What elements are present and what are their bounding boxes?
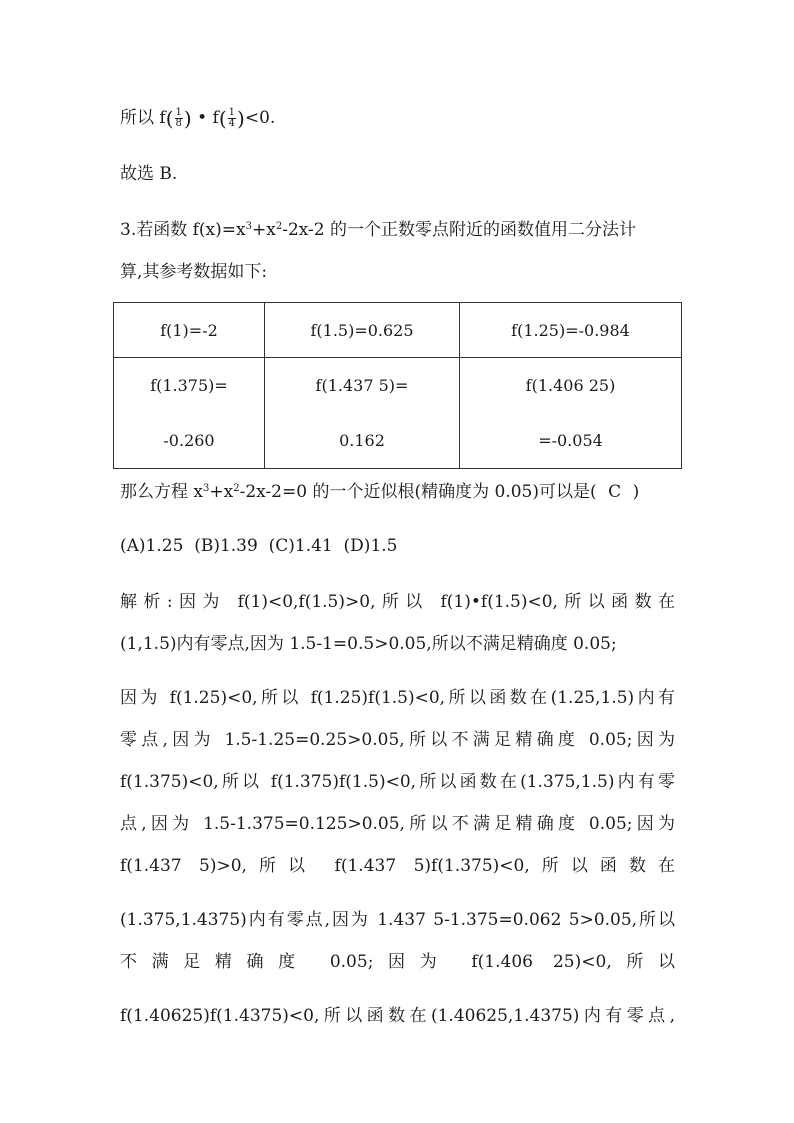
solution-line: 不满足精确度 0.05;因为 f(1.406 25)<0,所以 (120, 952, 675, 972)
solution-line: f(1.40625)f(1.4375)<0,所以函数在(1.40625,1.4375)内有零点, (120, 1006, 675, 1026)
exponent: 2 (275, 221, 283, 232)
cell-line: f(1.375)= (150, 376, 228, 395)
func-f: f (159, 108, 166, 128)
table-cell: f(1)=-2 (114, 303, 265, 358)
table-cell (265, 358, 460, 469)
cell-line: f(1.406 25) (525, 376, 616, 395)
numerator: 1 (228, 107, 236, 118)
text-prefix: 所以 (120, 108, 154, 128)
solution-line: 点,因为 1.5-1.375=0.125>0.05,所以不满足精确度 0.05;因为 (120, 814, 675, 834)
numerator: 1 (175, 107, 182, 118)
func-f: f (212, 108, 219, 128)
paren: ) (237, 106, 245, 131)
fraction-one-eighth (175, 108, 183, 129)
cell-line: f(1.437 5)= (315, 376, 409, 395)
paren: ) (183, 106, 192, 131)
exponent: 3 (203, 483, 210, 494)
solution-line: (1,1.5)内有零点,因为 1.5-1=0.5>0.05,所以不满足精确度 0.05; (120, 634, 617, 654)
question-text: -2x-2 的一个正数零点附近的函数值用二分法计 (282, 220, 637, 240)
table-cell (460, 358, 682, 469)
table-cell: f(1.25)=-0.984 (460, 303, 682, 358)
question-text: 3.若函数 f(x)=x (120, 220, 246, 240)
solution-line: 解析:因为 f(1)<0,f(1.5)>0,所以 f(1)•f(1.5)<0,所以函数在 (120, 592, 675, 612)
conclusion-line (120, 106, 275, 131)
prompt-text: -2x-2=0 的一个近似根(精确度为 0.05)可以是( (239, 482, 597, 502)
table-row (114, 358, 682, 469)
dot-operator: • (197, 108, 208, 128)
question-line-1 (120, 218, 636, 242)
table-cell (114, 358, 265, 469)
question-text: +x (251, 220, 276, 240)
cell-line: -0.260 (163, 431, 215, 450)
reference-data-table (113, 302, 682, 469)
paren: ( (218, 106, 227, 131)
question-line-2: 算,其参考数据如下: (120, 262, 268, 282)
table-cell: f(1.5)=0.625 (265, 303, 460, 358)
solution-line: f(1.375)<0,所以 f(1.375)f(1.5)<0,所以函数在(1.375,1.5)内有零 (120, 772, 675, 792)
options-line: (A)1.25 (B)1.39 (C)1.41 (D)1.5 (120, 536, 398, 556)
prompt-text: +x (209, 482, 234, 502)
denominator: 4 (228, 118, 236, 129)
fraction-one-quarter (228, 108, 236, 129)
solution-line: f(1.437 5)>0,所以 f(1.437 5)f(1.375)<0,所以函数在 (120, 856, 675, 876)
cell-line: 0.162 (339, 431, 385, 450)
answer-letter: C (608, 482, 622, 502)
denominator: 8 (175, 118, 182, 129)
answer-line: 故选 B. (120, 164, 178, 184)
solution-line: (1.375,1.4375)内有零点,因为 1.437 5-1.375=0.062 5>0.05,所以 (120, 910, 675, 930)
question-prompt-line (120, 480, 639, 504)
solution-line: 因为 f(1.25)<0,所以 f(1.25)f(1.5)<0,所以函数在(1.25,1.5)内有 (120, 688, 675, 708)
solution-line: 零点,因为 1.5-1.25=0.25>0.05,所以不满足精确度 0.05;因为 (120, 730, 675, 750)
prompt-text: ) (632, 482, 640, 502)
text-suffix: <0. (244, 108, 276, 128)
exponent: 2 (233, 483, 240, 494)
paren: ( (165, 106, 174, 131)
prompt-text: 那么方程 x (120, 482, 203, 502)
table-row (114, 303, 682, 358)
exponent: 3 (245, 221, 252, 232)
cell-line: =-0.054 (538, 431, 603, 450)
